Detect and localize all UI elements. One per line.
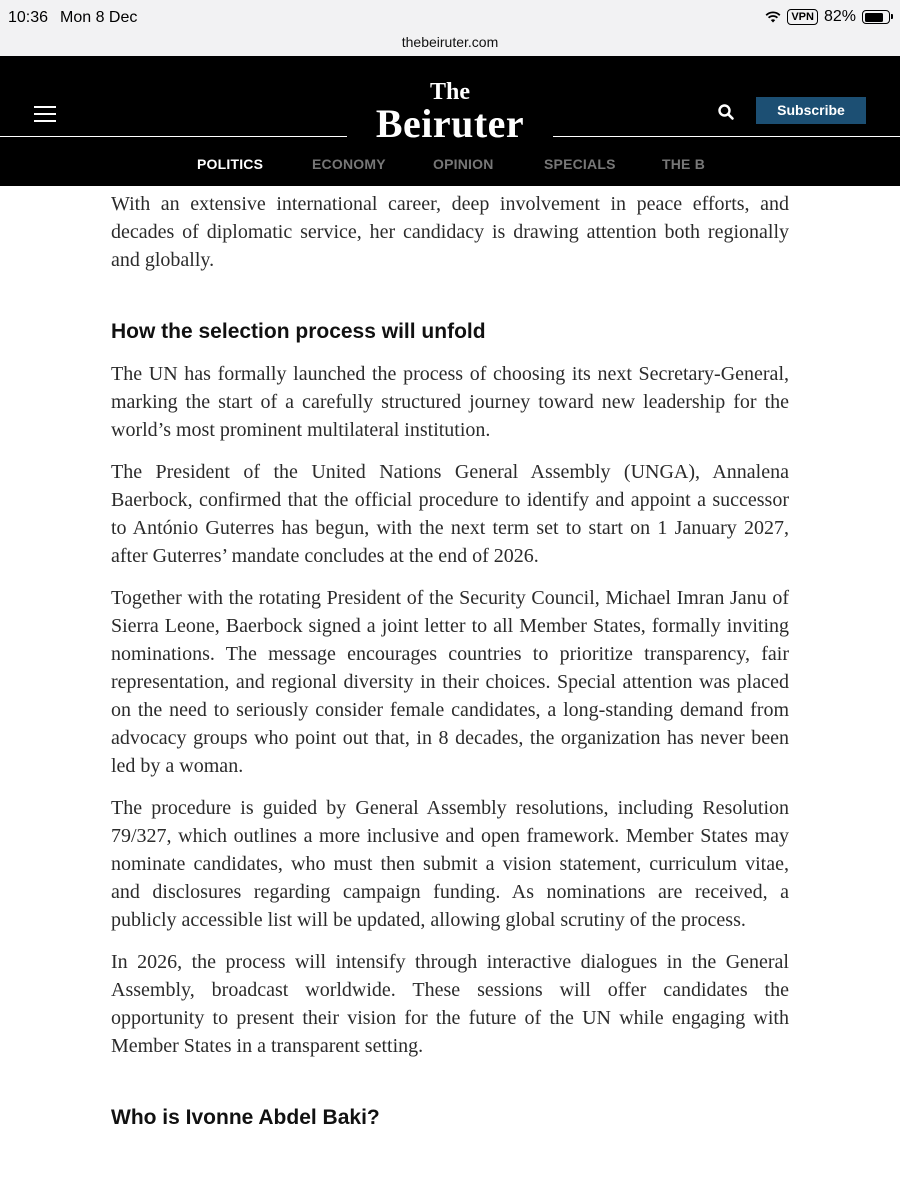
battery-icon bbox=[862, 10, 890, 24]
battery-percent: 82% bbox=[823, 8, 856, 25]
nav-item-economy[interactable]: ECONOMY bbox=[312, 156, 386, 172]
wifi-icon bbox=[765, 10, 781, 24]
article-paragraph: The President of the United Nations General Assembly (UNGA), Annalena Baerbock, confirmed that the official procedure to identify and appoint a successor to António Guterres has begun, with the next term set to start on 1 January 2027, after Guterres’ mandate concludes at the end of 2026. bbox=[111, 461, 789, 567]
logo-divider-left bbox=[0, 136, 347, 137]
article-paragraph: The procedure is guided by General Assembly resolutions, including Resolution 79/327, which outlines a more inclusive and open framework. Member States may nominate candidates, who must then submit a vision statement, curriculum vitae, and disclosures regarding campaign funding. As nominations are received, a publicly accessible list will be updated, allowing global scrutiny of the process. bbox=[111, 797, 789, 931]
nav-item-opinion[interactable]: OPINION bbox=[433, 156, 494, 172]
vpn-badge: VPN bbox=[787, 9, 818, 25]
logo-divider-right bbox=[553, 136, 900, 137]
section-heading-who-is-ivonne: Who is Ivonne Abdel Baki? bbox=[111, 1106, 380, 1129]
article-paragraph: The UN has formally launched the process of choosing its next Secretary-General, marking the start of a carefully structured journey toward new leadership for the world’s most prominent multilateral institution. bbox=[111, 363, 789, 441]
hamburger-menu-icon[interactable] bbox=[34, 106, 56, 124]
article-paragraph: Together with the rotating President of the Security Council, Michael Imran Janu of Sierra Leone, Baerbock signed a joint letter to all Member States, formally inviting nominations. The message encourages countries to prioritize transparency, fair representation, and regional diversity in their choices. Special attention was placed on the need to seriously consider female candidates, a long-standing demand from advocacy groups who point out that, in 8 decades, the organization has never been led by a woman. bbox=[111, 587, 789, 777]
logo-beiruter: Beiruter bbox=[375, 101, 525, 146]
section-heading-selection-process: How the selection process will unfold bbox=[111, 320, 486, 343]
intro-paragraph: With an extensive international career, deep involvement in peace efforts, and decades of diplomatic service, her candidacy is drawing attention both regionally and globally. bbox=[111, 193, 789, 271]
status-indicators bbox=[765, 8, 890, 26]
article-paragraph: In 2026, the process will intensify through interactive dialogues in the General Assembly, broadcast worldwide. These sessions will offer candidates the opportunity to present their vision for the future of the UN while engaging with Member States in a transparent setting. bbox=[111, 951, 789, 1057]
status-bar bbox=[0, 0, 900, 34]
subscribe-button[interactable]: Subscribe bbox=[756, 97, 866, 124]
site-header bbox=[0, 56, 900, 186]
article-body bbox=[111, 190, 789, 1132]
search-icon[interactable] bbox=[717, 103, 735, 121]
battery-level bbox=[865, 13, 884, 22]
main-nav bbox=[0, 152, 900, 186]
status-time: 10:36 bbox=[8, 9, 49, 26]
status-date: Mon 8 Dec bbox=[60, 9, 138, 26]
nav-item-the-b[interactable]: THE B bbox=[662, 156, 705, 172]
logo-the: The bbox=[429, 79, 470, 105]
site-logo[interactable] bbox=[350, 80, 550, 144]
nav-item-politics[interactable]: POLITICS bbox=[197, 156, 264, 172]
url-bar[interactable]: thebeiruter.com bbox=[0, 34, 900, 56]
nav-item-specials[interactable]: SPECIALS bbox=[544, 156, 616, 172]
